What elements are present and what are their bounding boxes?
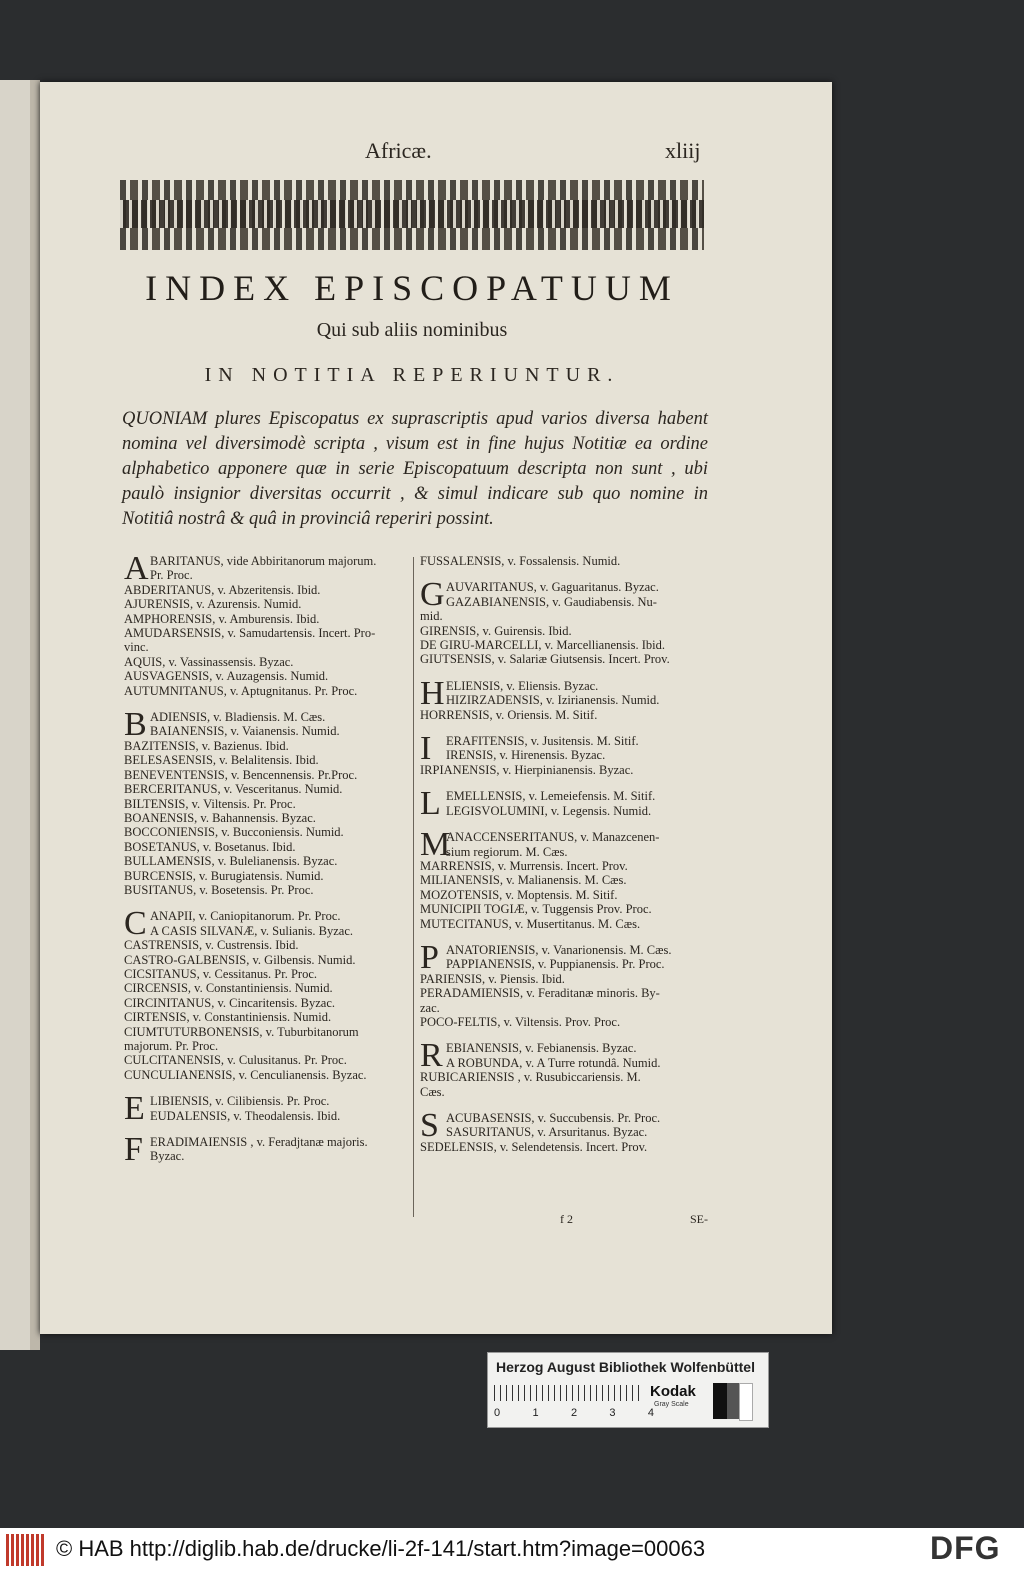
index-entry: POCO-FELTIS, v. Viltensis. Prov. Proc.	[420, 1014, 621, 1029]
index-letter-group	[420, 1107, 712, 1154]
index-entry: ELIENSIS, v. Eliensis. Byzac.	[446, 678, 599, 693]
drop-initial: G	[420, 576, 445, 614]
page-number: xliij	[665, 138, 701, 163]
ruler-numbers	[494, 1407, 654, 1419]
index-entry: EUDALENSIS, v. Theodalensis. Ibid.	[150, 1108, 341, 1123]
drop-initial: M	[420, 826, 451, 864]
index-entry: CASTRO-GALBENSIS, v. Gilbensis. Numid.	[124, 952, 356, 967]
index-entry: Pr. Proc.	[150, 568, 193, 583]
index-entry: ERADIMAIENSIS , v. Feradjtanæ majoris.	[150, 1135, 368, 1150]
color-reference-card	[487, 1352, 769, 1428]
headpiece-ornament-band	[120, 200, 704, 228]
index-entry: AUTUMNITANUS, v. Aptugnitanus. Pr. Proc.	[124, 683, 358, 698]
index-entry: ANACCENSERITANUS, v. Manazcenen-	[446, 830, 660, 845]
right-index-column	[420, 554, 712, 1166]
index-entry: ANAPII, v. Caniopitanorum. Pr. Proc.	[150, 909, 341, 924]
index-entry: GAZABIANENSIS, v. Gaudiabensis. Nu-	[446, 594, 657, 609]
index-entry: BENEVENTENSIS, v. Bencennensis. Pr.Proc.	[124, 767, 358, 782]
drop-initial: E	[124, 1090, 145, 1128]
index-entry: BAZITENSIS, v. Bazienus. Ibid.	[124, 738, 289, 753]
index-entry: MUTECITANUS, v. Musertitanus. M. Cæs.	[420, 916, 641, 931]
index-entry: CULCITANENSIS, v. Culusitanus. Pr. Proc.	[124, 1053, 347, 1068]
index-entry: AUVARITANUS, v. Gaguaritanus. Byzac.	[446, 580, 659, 595]
index-entry: BARITANUS, vide Abbiritanorum majorum.	[150, 554, 377, 568]
barcode-icon	[6, 1534, 46, 1566]
index-entry: MOZOTENSIS, v. Moptensis. M. Sitif.	[420, 887, 618, 902]
index-entry: PARIENSIS, v. Piensis. Ibid.	[420, 971, 565, 986]
index-entry: BOSETANUS, v. Bosetanus. Ibid.	[124, 839, 296, 854]
index-entry: MUNICIPII TOGIÆ, v. Tuggensis Prov. Proc.	[420, 902, 652, 917]
index-entry: MILIANENSIS, v. Malianensis. M. Cæs.	[420, 873, 627, 888]
index-entry: SASURITANUS, v. Arsuritanus. Byzac.	[446, 1125, 648, 1140]
gray-swatch-black	[713, 1383, 727, 1419]
index-entry: A CASIS SILVANÆ, v. Sulianis. Byzac.	[150, 923, 354, 938]
index-letter-group	[124, 1131, 416, 1169]
index-entry: AJURENSIS, v. Azurensis. Numid.	[124, 597, 302, 612]
index-entry: Cæs.	[420, 1084, 445, 1099]
drop-initial: S	[420, 1107, 439, 1144]
index-entry: PERADAMIENSIS, v. Feraditanæ minoris. By-	[420, 986, 660, 1001]
index-entry: ACUBASENSIS, v. Succubensis. Pr. Proc.	[446, 1111, 661, 1125]
index-entry: LEGISVOLUMINI, v. Legensis. Numid.	[446, 803, 652, 818]
index-entry: CASTRENSIS, v. Custrensis. Ibid.	[124, 938, 299, 953]
index-entry: RUBICARIENSIS , v. Rusubiccariensis. M.	[420, 1070, 641, 1085]
index-entry: AQUIS, v. Vassinassensis. Byzac.	[124, 654, 294, 669]
intro-paragraph: QUONIAM plures Episcopatus ex suprascriptis apud varios diversa habent nomina vel diversimodè scripta , visum est in fine hujus Notitiæ ea ordine alphabetico apponere quæ in serie Episcopatuum descripta non sunt , ubi paulò insignior diversitas occurrit , & simul indicare sub quo nomine in Notitiâ nostrâ & quâ in provinciâ reperiri possint.	[122, 409, 708, 529]
page-title: INDEX EPISCOPATUUM	[145, 268, 679, 308]
index-letter-group	[420, 576, 712, 667]
scale-ruler	[494, 1385, 644, 1401]
drop-initial: B	[124, 706, 147, 744]
drop-initial: A	[124, 550, 149, 587]
index-letter-group	[420, 674, 712, 722]
index-letter-group	[420, 785, 712, 823]
index-entry: ABDERITANUS, v. Abzeritensis. Ibid.	[124, 582, 321, 597]
index-letter-group	[124, 550, 416, 698]
ruler-number: 1	[532, 1407, 539, 1419]
index-entry: PAPPIANENSIS, v. Puppianensis. Pr. Proc.	[446, 957, 665, 972]
index-entry: BERCERITANUS, v. Vesceritanus. Numid.	[124, 782, 343, 797]
index-entry: ERAFITENSIS, v. Jusitensis. M. Sitif.	[446, 734, 639, 749]
index-letter-group	[124, 706, 416, 897]
index-entry: Byzac.	[150, 1149, 185, 1164]
catchword: SE-	[690, 1212, 708, 1226]
ruler-number: 3	[609, 1407, 616, 1419]
index-entry: AUSVAGENSIS, v. Auzagensis. Numid.	[124, 669, 329, 684]
index-entry: CIRCENSIS, v. Constantiniensis. Numid.	[124, 981, 333, 996]
index-entry: EMELLENSIS, v. Lemeiefensis. M. Sitif.	[446, 789, 656, 804]
drop-initial: F	[124, 1131, 143, 1169]
drop-initial: L	[420, 785, 441, 823]
running-header: Africæ.	[365, 138, 432, 163]
index-entry: BULLAMENSIS, v. Bulelianensis. Byzac.	[124, 854, 338, 869]
left-index-column	[124, 550, 416, 1176]
index-entry: CIRCINITANUS, v. Cincaritensis. Byzac.	[124, 995, 336, 1010]
index-entry: BOCCONIENSIS, v. Bucconiensis. Numid.	[124, 825, 344, 840]
copyright-link[interactable]: © HAB http://diglib.hab.de/drucke/li-2f-141/start.htm?image=00063	[56, 1536, 706, 1561]
index-entry: BILTENSIS, v. Viltensis. Pr. Proc.	[124, 796, 296, 811]
index-entry: CIUMTUTURBONENSIS, v. Tuburbitanorum	[124, 1024, 359, 1039]
index-entry: CUNCULIANENSIS, v. Cenculianensis. Byzac.	[124, 1067, 367, 1082]
drop-initial: R	[420, 1037, 443, 1075]
index-letter-group	[420, 730, 712, 777]
index-entry: BURCENSIS, v. Burugiatensis. Numid.	[124, 868, 324, 883]
page-subtitle: Qui sub aliis nominibus	[316, 319, 508, 341]
index-entry: AMUDARSENSIS, v. Samudartensis. Incert. Pro-	[124, 626, 376, 641]
index-entry: zac.	[420, 1000, 440, 1015]
facing-page-shadow	[30, 80, 40, 1350]
gray-swatch-mid	[727, 1383, 739, 1419]
dfg-logo: DFG	[930, 1530, 1001, 1566]
index-entry: vinc.	[124, 640, 149, 655]
library-name: Herzog August Bibliothek Wolfenbüttel	[496, 1359, 755, 1375]
index-entry: ANATORIENSIS, v. Vanarionensis. M. Cæs.	[446, 942, 672, 957]
page-subtitle-2: IN NOTITIA REPERIUNTUR.	[204, 364, 620, 386]
index-entry: GIUTSENSIS, v. Salariæ Giutsensis. Incert. Prov.	[420, 652, 670, 667]
index-entry: majorum. Pr. Proc.	[124, 1039, 219, 1053]
drop-initial: P	[420, 938, 439, 976]
ruler-number: 4	[647, 1407, 654, 1419]
book-page	[40, 82, 832, 1334]
index-entry: BELESASENSIS, v. Belalitensis. Ibid.	[124, 753, 319, 768]
index-letter-group	[420, 826, 712, 931]
gray-scale-label: Gray Scale	[654, 1401, 689, 1408]
index-entry: DE GIRU-MARCELLI, v. Marcellianensis. Ibid.	[420, 638, 665, 653]
drop-initial: H	[420, 674, 445, 712]
index-entry: EBIANENSIS, v. Febianensis. Byzac.	[446, 1041, 637, 1056]
index-entry: FUSSALENSIS, v. Fossalensis. Numid.	[420, 554, 621, 568]
index-entry: A ROBUNDA, v. A Turre rotundâ. Numid.	[446, 1055, 661, 1070]
drop-initial: I	[420, 730, 432, 768]
index-entry: GIRENSIS, v. Guirensis. Ibid.	[420, 623, 572, 638]
index-entry: BAIANENSIS, v. Vaianensis. Numid.	[150, 724, 340, 739]
index-entry: MARRENSIS, v. Murrensis. Incert. Prov.	[420, 858, 628, 873]
ruler-number: 0	[494, 1407, 501, 1419]
index-entry: IRPIANENSIS, v. Hierpinianensis. Byzac.	[420, 762, 634, 777]
drop-initial: C	[124, 905, 147, 943]
index-entry: AMPHORENSIS, v. Amburensis. Ibid.	[124, 611, 320, 626]
index-entry: IRENSIS, v. Hirenensis. Byzac.	[446, 748, 606, 763]
index-letter-group	[420, 554, 712, 568]
index-entry: mid.	[420, 609, 443, 624]
index-entry: LIBIENSIS, v. Cilibiensis. Pr. Proc.	[150, 1094, 330, 1109]
index-letter-group	[420, 938, 712, 1029]
ruler-number: 2	[570, 1407, 578, 1419]
kodak-brand: Kodak	[650, 1383, 696, 1400]
index-letter-group	[124, 905, 416, 1082]
index-letter-group	[124, 1090, 416, 1128]
index-letter-group	[420, 1037, 712, 1099]
index-entry: SEDELENSIS, v. Selendetensis. Incert. Prov.	[420, 1139, 648, 1154]
index-entry: BUSITANUS, v. Bosetensis. Pr. Proc.	[124, 882, 314, 897]
index-entry: HIZIRZADENSIS, v. Izirianensis. Numid.	[446, 693, 660, 708]
index-entry: BOANENSIS, v. Bahannensis. Byzac.	[124, 810, 316, 825]
index-entry: CICSITANUS, v. Cessitanus. Pr. Proc.	[124, 966, 317, 981]
index-entry: CIRTENSIS, v. Constantiniensis. Numid.	[124, 1010, 332, 1025]
index-entry: sium regiorum. M. Cæs.	[446, 844, 568, 859]
signature-mark: f 2	[560, 1212, 573, 1226]
index-entry: ADIENSIS, v. Bladiensis. M. Cæs.	[150, 710, 326, 725]
column-divider	[413, 557, 414, 1217]
index-entry: HORRENSIS, v. Oriensis. M. Sitif.	[420, 707, 598, 722]
gray-swatch-white	[739, 1383, 753, 1421]
